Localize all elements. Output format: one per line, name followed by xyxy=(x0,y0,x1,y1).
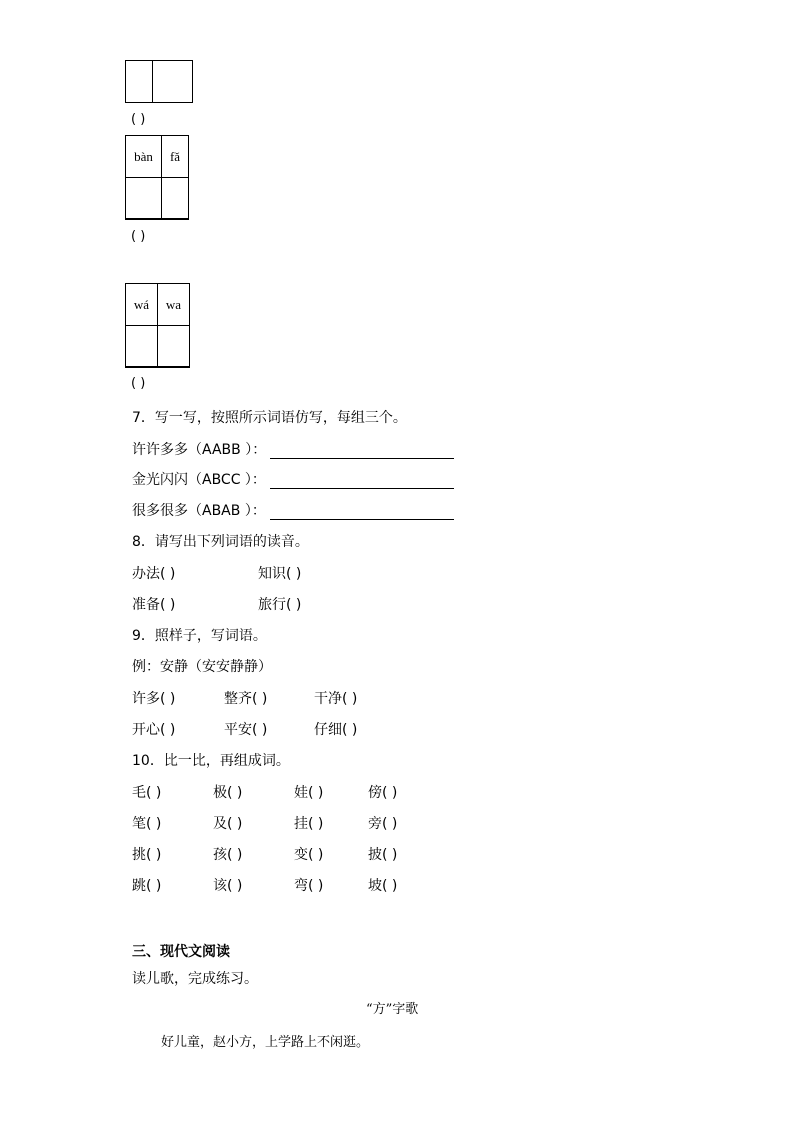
q10-item[interactable]: 跳( ) xyxy=(132,878,162,894)
q8-item[interactable]: 办法( ) xyxy=(132,566,176,582)
answer-line[interactable] xyxy=(270,444,454,459)
writing-cell[interactable] xyxy=(125,325,158,368)
q10-item[interactable]: 弯( ) xyxy=(294,878,324,894)
answer-line[interactable] xyxy=(270,505,454,520)
answer-paren[interactable]: ( ) xyxy=(131,229,146,244)
question-8-title: 8．请写出下列词语的读音。 xyxy=(132,534,309,550)
q10-item[interactable]: 娃( ) xyxy=(294,785,324,801)
q10-item[interactable]: 该( ) xyxy=(213,878,243,894)
q9-item[interactable]: 平安( ) xyxy=(224,722,268,738)
q10-item[interactable]: 旁( ) xyxy=(368,816,398,832)
writing-cell[interactable] xyxy=(125,177,162,220)
writing-cell[interactable] xyxy=(152,60,193,103)
q7-label: 许许多多（AABB ）： xyxy=(132,442,267,458)
question-7-title: 7．写一写，按照所示词语仿写，每组三个。 xyxy=(132,410,407,426)
q10-item[interactable]: 坡( ) xyxy=(368,878,398,894)
q7-label: 很多很多（ABAB ）： xyxy=(132,503,266,519)
q10-item[interactable]: 变( ) xyxy=(294,847,324,863)
q9-example: 例：安静（安安静静） xyxy=(132,659,272,675)
question-9-title: 9．照样子，写词语。 xyxy=(132,628,267,644)
writing-cell[interactable] xyxy=(161,177,189,220)
pinyin-cell: fǎ xyxy=(161,135,189,178)
section-heading: 三、现代文阅读 xyxy=(132,944,230,960)
q7-row xyxy=(132,469,454,489)
q9-item[interactable]: 许多( ) xyxy=(132,691,176,707)
q10-item[interactable]: 傍( ) xyxy=(368,785,398,801)
q9-item[interactable]: 开心( ) xyxy=(132,722,176,738)
q8-item[interactable]: 知识( ) xyxy=(258,566,302,582)
q7-label: 金光闪闪（ABCC ）： xyxy=(132,472,266,488)
pinyin-cell: bàn xyxy=(125,135,162,178)
q10-item[interactable]: 毛( ) xyxy=(132,785,162,801)
writing-cell[interactable] xyxy=(125,60,153,103)
q10-item[interactable]: 披( ) xyxy=(368,847,398,863)
q9-item[interactable]: 整齐( ) xyxy=(224,691,268,707)
q8-item[interactable]: 准备( ) xyxy=(132,597,176,613)
q10-item[interactable]: 笔( ) xyxy=(132,816,162,832)
q7-row xyxy=(132,500,454,520)
q8-item[interactable]: 旅行( ) xyxy=(258,597,302,613)
pinyin-cell: wá xyxy=(125,283,158,326)
pinyin-grid-wawa xyxy=(125,283,190,367)
poem-title: “方”字歌 xyxy=(366,1002,419,1017)
q10-item[interactable]: 孩( ) xyxy=(213,847,243,863)
q9-item[interactable]: 干净( ) xyxy=(314,691,358,707)
poem-line: 好儿童，赵小方，上学路上不闲逛。 xyxy=(161,1035,370,1050)
q10-item[interactable]: 及( ) xyxy=(213,816,243,832)
q10-item[interactable]: 挑( ) xyxy=(132,847,162,863)
q7-row xyxy=(132,439,454,459)
pinyin-grid-banfa xyxy=(125,135,189,219)
answer-line[interactable] xyxy=(270,474,454,489)
writing-cell[interactable] xyxy=(157,325,190,368)
reading-instruction: 读儿歌，完成练习。 xyxy=(132,971,258,987)
answer-paren[interactable]: ( ) xyxy=(131,376,146,391)
question-10-title: 10．比一比，再组成词。 xyxy=(132,753,290,769)
pinyin-cell: wa xyxy=(157,283,190,326)
writing-grid-1 xyxy=(125,60,193,103)
q9-item[interactable]: 仔细( ) xyxy=(314,722,358,738)
answer-paren[interactable]: ( ) xyxy=(131,112,146,127)
q10-item[interactable]: 极( ) xyxy=(213,785,243,801)
q10-item[interactable]: 挂( ) xyxy=(294,816,324,832)
